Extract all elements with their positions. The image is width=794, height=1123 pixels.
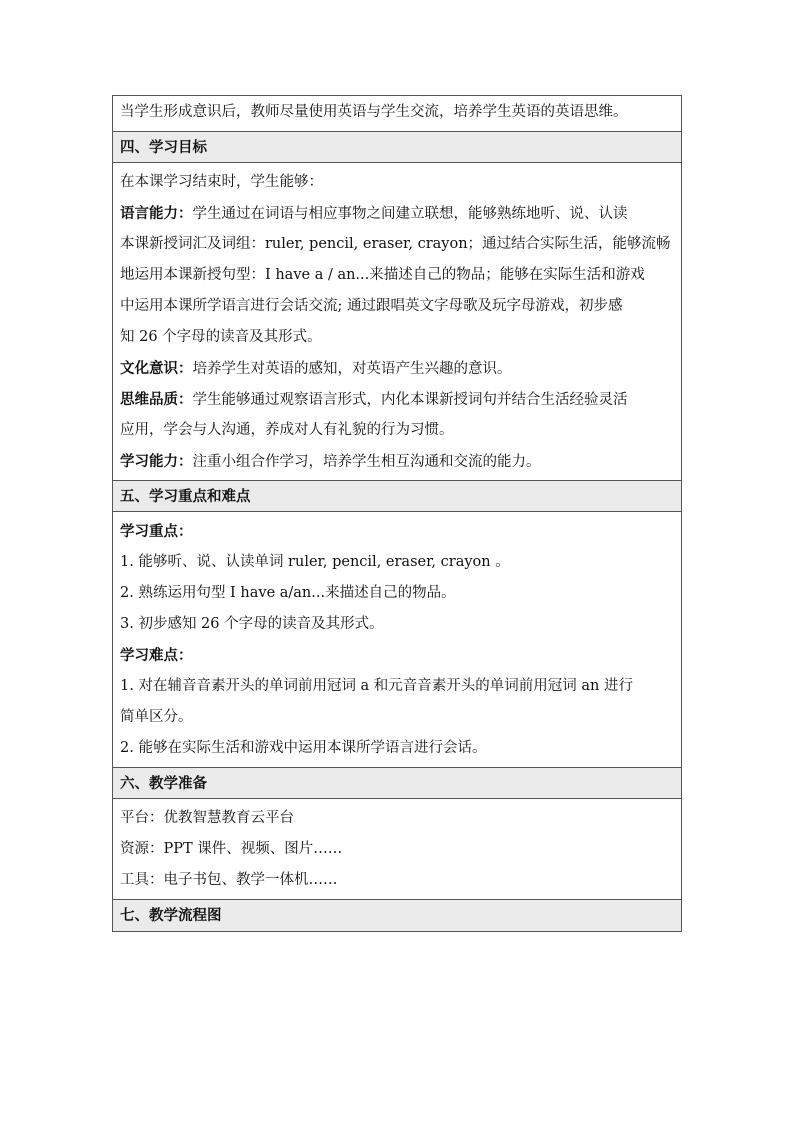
thinking-quality-line-2: 应用，学会与人沟通，养成对人有礼貌的行为习惯。 (120, 422, 454, 438)
key-point-3: 3. 初步感知 26 个字母的读音及其形式。 (120, 616, 384, 632)
lesson-plan-table (112, 95, 682, 932)
section-7-header (113, 900, 681, 931)
platform-line: 平台：优教智慧教育云平台 (120, 810, 294, 826)
cultural-awareness-label: 文化意识： (120, 360, 193, 377)
section-4-title: 四、学习目标 (120, 139, 207, 156)
intro-text: 当学生形成意识后，教师尽量使用英语与学生交流，培养学生英语的英语思维。 (120, 104, 628, 120)
language-ability-text-1: 学生通过在词语与相应事物之间建立联想，能够熟练地听、说、认读 (192, 206, 628, 222)
learning-ability-text: 注重小组合作学习，培养学生相互沟通和交流的能力。 (192, 454, 541, 470)
difficult-point-2: 2. 能够在实际生活和游戏中运用本课所学语言进行会话。 (120, 740, 487, 756)
thinking-quality-text-1: 学生能够通过观察语言形式，内化本课新授词句并结合生活经验灵活 (192, 392, 628, 408)
language-ability-line-2: 本课新授词汇及词组：ruler, pencil, eraser, crayon；通过结合实际生活，能够流畅 (120, 236, 671, 252)
cultural-awareness-line (120, 353, 675, 384)
section-7-title: 七、教学流程图 (120, 907, 222, 924)
section-6-header (113, 768, 681, 799)
learning-ability-label: 学习能力： (120, 453, 193, 470)
section-6-title: 六、教学准备 (120, 775, 207, 792)
difficult-points-label-line (120, 640, 675, 671)
difficult-point-1-line-2: 简单区分。 (120, 709, 193, 725)
section-4-body (113, 163, 681, 481)
language-ability-line-3: 地运用本课新授句型：I have a / an...来描述自己的物品；能够在实际生活和游戏 (120, 267, 645, 283)
key-point-1: 1. 能够听、说、认读单词 ruler, pencil, eraser, crayon 。 (120, 554, 510, 570)
section-4-header (113, 132, 681, 163)
resources-line: 资源：PPT 课件、视频、图片…… (120, 841, 343, 857)
difficult-point-1-line-1: 1. 对在辅音音素开头的单词前用冠词 a 和元音音素开头的单词前用冠词 an 进行 (120, 678, 634, 694)
section-6-body (113, 799, 681, 900)
intro-row (113, 96, 681, 132)
objectives-lead: 在本课学习结束时，学生能够： (120, 174, 323, 190)
section-5-title: 五、学习重点和难点 (120, 488, 251, 505)
language-ability-label: 语言能力： (120, 205, 193, 222)
key-points-label-line (120, 516, 675, 547)
language-ability-line-5: 知 26 个字母的读音及其形式。 (120, 329, 322, 345)
language-ability-line-4: 中运用本课所学语言进行会话交流; 通过跟唱英文字母歌及玩字母游戏，初步感 (120, 298, 623, 314)
thinking-quality-label: 思维品质： (120, 391, 193, 408)
section-5-body (113, 512, 681, 768)
tools-line: 工具：电子书包、教学一体机…… (120, 872, 338, 888)
difficult-points-label: 学习难点： (120, 647, 193, 664)
cultural-awareness-text: 培养学生对英语的感知，对英语产生兴趣的意识。 (192, 361, 512, 377)
section-5-header (113, 481, 681, 512)
language-ability-line-1 (120, 198, 675, 229)
learning-ability-line (120, 446, 675, 477)
key-point-2: 2. 熟练运用句型 I have a/an...来描述自己的物品。 (120, 585, 456, 601)
thinking-quality-line-1 (120, 384, 675, 415)
key-points-label: 学习重点： (120, 523, 193, 540)
